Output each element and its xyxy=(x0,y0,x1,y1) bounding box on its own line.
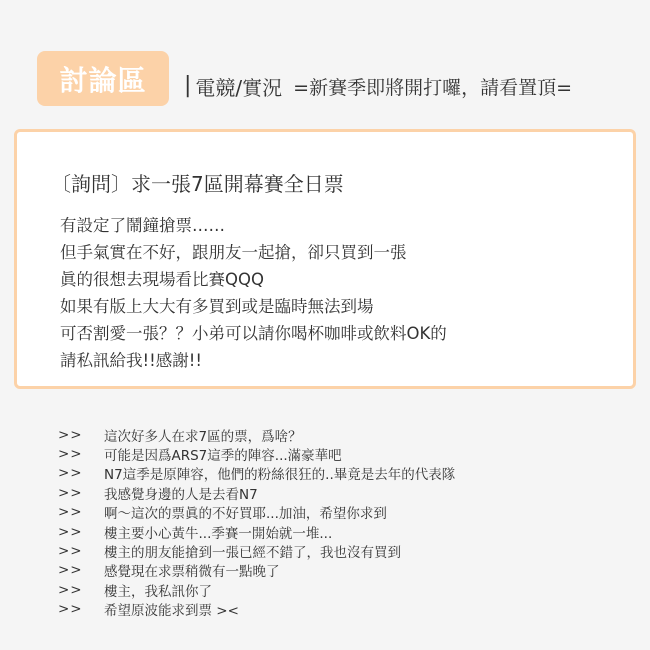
reply-text: 樓主的朋友能搶到一張已經不錯了，我也沒有買到 xyxy=(104,545,401,562)
reply-text: 樓主要小心黃牛...季賽一開始就一堆... xyxy=(104,525,333,542)
reply-item xyxy=(58,580,455,599)
reply-item xyxy=(58,425,455,444)
reply-item xyxy=(58,503,455,522)
reply-text: 這次好多人在求7區的票，爲啥？ xyxy=(104,428,302,445)
post-body-line: 眞的很想去現場看比賽QQQ xyxy=(60,270,264,289)
reply-marker: >> xyxy=(58,465,83,482)
post-body-line: 如果有版上大大有多買到或是臨時無法到場 xyxy=(60,297,374,316)
board-header xyxy=(184,72,572,100)
reply-item xyxy=(58,561,455,580)
reply-marker: >> xyxy=(58,523,83,540)
category-label[interactable]: 電競/實況 xyxy=(195,75,283,100)
reply-text: 我感覺身邊的人是去看N7 xyxy=(104,486,258,503)
reply-marker: >> xyxy=(58,426,83,443)
post-card xyxy=(14,129,636,389)
post-title[interactable]: 〔詢問〕求一張7區開幕賽全日票 xyxy=(51,172,344,196)
reply-item xyxy=(58,444,455,463)
post-body-line: 可否割愛一張？？小弟可以請你喝杯咖啡或飲料OK的 xyxy=(60,324,447,343)
reply-item xyxy=(58,464,455,483)
post-body xyxy=(60,212,447,374)
post-body-line: 請私訊給我!!感謝!! xyxy=(60,351,202,370)
reply-text: 樓主，我私訊你了 xyxy=(104,583,212,600)
post-body-line: 但手氣實在不好，跟朋友一起搶，卻只買到一張 xyxy=(60,243,407,262)
reply-marker: >> xyxy=(58,484,83,501)
reply-marker: >> xyxy=(58,601,83,618)
reply-item xyxy=(58,600,455,619)
reply-text: 希望原波能求到票 >< xyxy=(104,603,239,620)
reply-marker: >> xyxy=(58,581,83,598)
reply-marker: >> xyxy=(58,562,83,579)
reply-text: 啊～這次的票眞的不好買耶...加油，希望你求到 xyxy=(104,506,387,523)
header-separator: | xyxy=(184,73,192,98)
reply-item xyxy=(58,541,455,560)
reply-text: N7這季是原陣容，他們的粉絲很狂的..畢竟是去年的代表隊 xyxy=(104,467,456,484)
reply-marker: >> xyxy=(58,446,83,463)
reply-text: 感覺現在求票稍微有一點晚了 xyxy=(104,564,280,581)
board-notice[interactable]: =新賽季即將開打囉，請看置頂= xyxy=(293,76,573,99)
board-badge[interactable]: 討論區 xyxy=(37,51,169,106)
reply-text: 可能是因爲ARS7這季的陣容...滿豪華吧 xyxy=(104,448,342,465)
reply-marker: >> xyxy=(58,543,83,560)
reply-item xyxy=(58,522,455,541)
reply-list xyxy=(58,425,455,619)
reply-marker: >> xyxy=(58,504,83,521)
post-body-line: 有設定了鬧鐘搶票…… xyxy=(60,216,225,235)
reply-item xyxy=(58,483,455,502)
